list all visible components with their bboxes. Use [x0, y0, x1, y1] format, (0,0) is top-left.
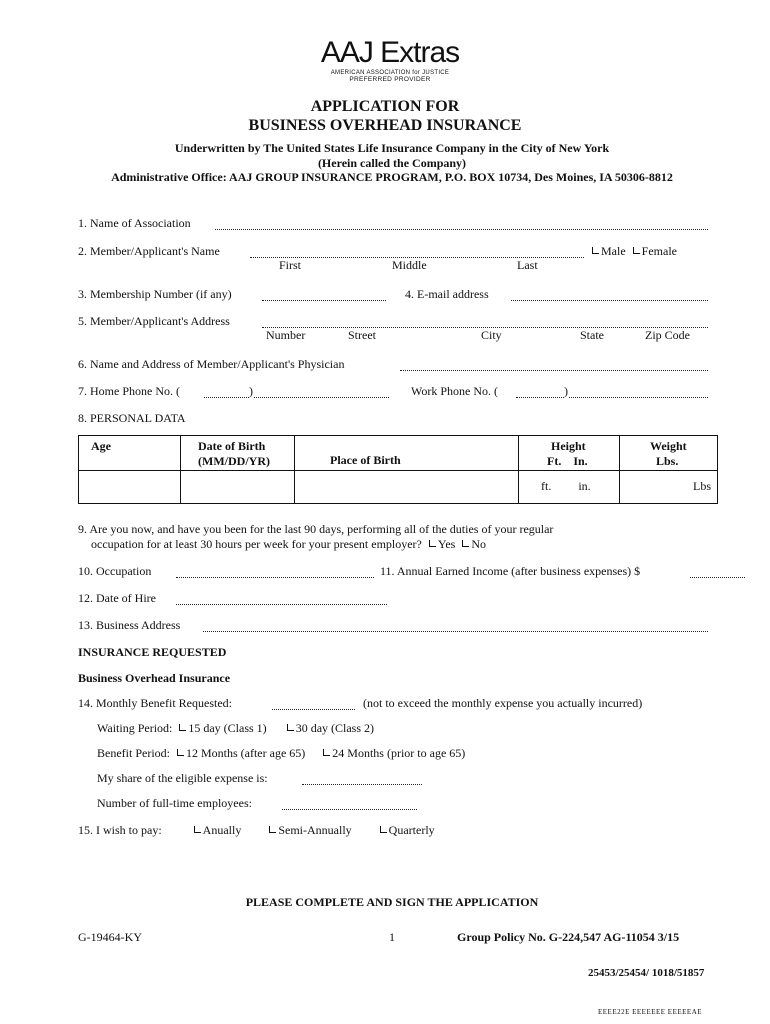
q9-line1: 9. Are you now, and have you been for the last 90 days, performing all of the duties of your regular	[78, 522, 554, 536]
logo-provider: PREFERRED PROVIDER	[349, 76, 431, 83]
occupation-field[interactable]	[176, 565, 374, 578]
waiting-period-label: Waiting Period:	[97, 721, 173, 735]
pay-annually-checkbox[interactable]	[194, 826, 201, 833]
pay-semiannually-label: Semi-Annually	[278, 823, 352, 837]
age-header: Age	[79, 436, 181, 471]
insurance-requested-heading: INSURANCE REQUESTED	[78, 645, 227, 659]
pay-semiannually-checkbox[interactable]	[269, 826, 276, 833]
address-street-caption: Street	[348, 328, 376, 342]
annual-income-field[interactable]	[690, 565, 745, 578]
q3-label: 3. Membership Number (if any)	[78, 287, 232, 301]
association-name-field[interactable]	[215, 217, 708, 230]
share-field[interactable]	[302, 772, 422, 785]
address-field[interactable]	[262, 315, 708, 328]
personal-data-table	[78, 435, 718, 504]
age-cell[interactable]	[79, 471, 181, 504]
logo-tagline: AMERICAN ASSOCIATION for JUSTICE	[330, 70, 450, 76]
q14-label: 14. Monthly Benefit Requested:	[78, 696, 232, 710]
address-state-caption: State	[580, 328, 604, 342]
pay-quarterly-label: Quarterly	[388, 823, 435, 837]
form-title-line1: APPLICATION FOR	[310, 98, 460, 115]
home-phone-field[interactable]	[254, 385, 389, 398]
weight-cell[interactable]: Lbs	[620, 471, 718, 504]
employees-field[interactable]	[282, 797, 417, 810]
form-number: G-19464-KY	[78, 930, 142, 944]
business-overhead-heading: Business Overhead Insurance	[78, 671, 231, 685]
q9-line2-text: occupation for at least 30 hours per week for your present employer?	[91, 537, 422, 551]
complete-and-sign-notice: PLEASE COMPLETE AND SIGN THE APPLICATION	[245, 895, 539, 909]
q9-no-checkbox[interactable]	[462, 540, 469, 547]
herein-line: (Herein called the Company)	[317, 156, 467, 170]
place-of-birth-header: Place of Birth	[295, 436, 519, 471]
male-label: Male	[601, 244, 626, 258]
logo-wordmark: AAJ Extras	[320, 36, 460, 69]
monthly-benefit-field[interactable]	[272, 697, 355, 710]
pay-annually-label: Anually	[202, 823, 242, 837]
q15-row	[78, 823, 435, 838]
benefit-12-checkbox[interactable]	[177, 749, 184, 756]
dob-header: Date of Birth (MM/DD/YR)	[181, 436, 295, 471]
benefit-12-label: 12 Months (after age 65)	[185, 746, 306, 760]
page-number: 1	[389, 930, 395, 944]
work-paren-close: )	[564, 384, 568, 398]
name-middle-caption: Middle	[392, 258, 427, 272]
membership-number-field[interactable]	[262, 288, 386, 301]
name-first-caption: First	[279, 258, 302, 272]
q9-no-label: No	[471, 537, 487, 551]
email-field[interactable]	[511, 288, 708, 301]
name-last-caption: Last	[517, 258, 538, 272]
work-phone-field[interactable]	[569, 385, 708, 398]
q15-label: 15. I wish to pay:	[78, 823, 162, 837]
employees-label: Number of full-time employees:	[97, 796, 252, 810]
q1-label: 1. Name of Association	[78, 216, 191, 230]
dob-cell[interactable]	[181, 471, 295, 504]
work-area-code-field[interactable]	[516, 385, 564, 398]
q8-label: 8. PERSONAL DATA	[78, 411, 186, 425]
height-header: Height Ft. In.	[519, 436, 620, 471]
benefit-period-label: Benefit Period:	[97, 746, 170, 760]
height-cell[interactable]: ft. in.	[519, 471, 620, 504]
barcode-text: EEEE22E EEEEEEE EEEEEAE	[598, 1008, 703, 1016]
waiting-30-label: 30 day (Class 2)	[295, 721, 375, 735]
q9-yes-label: Yes	[437, 537, 456, 551]
aaj-extras-logo	[310, 36, 470, 83]
gender-options	[588, 244, 677, 259]
share-label: My share of the eligible expense is:	[97, 771, 268, 785]
q10-label: 10. Occupation	[78, 564, 152, 578]
q2-label: 2. Member/Applicant's Name	[78, 244, 220, 258]
benefit-period-row	[97, 746, 465, 761]
male-checkbox[interactable]	[592, 247, 599, 254]
female-label: Female	[641, 244, 677, 258]
q7-home-label: 7. Home Phone No. (	[78, 384, 180, 398]
q12-label: 12. Date of Hire	[78, 591, 156, 605]
q5-label: 5. Member/Applicant's Address	[78, 314, 230, 328]
address-number-caption: Number	[266, 328, 306, 342]
q9-line2	[91, 537, 486, 552]
q11-label: 11. Annual Earned Income (after business expenses) $	[380, 564, 641, 578]
waiting-period-row	[97, 721, 374, 736]
waiting-30-checkbox[interactable]	[287, 724, 294, 731]
q14-note: (not to exceed the monthly expense you actually incurred)	[363, 696, 643, 710]
home-paren-close: )	[249, 384, 253, 398]
waiting-15-checkbox[interactable]	[179, 724, 186, 731]
benefit-24-checkbox[interactable]	[323, 749, 330, 756]
admin-office-line: Administrative Office: AAJ GROUP INSURANCE PROGRAM, P.O. BOX 10734, Des Moines, IA 50306-8812	[111, 170, 673, 184]
q13-label: 13. Business Address	[78, 618, 181, 632]
pay-quarterly-checkbox[interactable]	[380, 826, 387, 833]
business-address-field[interactable]	[203, 619, 708, 632]
home-area-code-field[interactable]	[204, 385, 249, 398]
applicant-name-field[interactable]	[250, 245, 584, 258]
q6-label: 6. Name and Address of Member/Applicant's Physician	[78, 357, 345, 371]
physician-field[interactable]	[400, 358, 708, 371]
address-city-caption: City	[481, 328, 502, 342]
group-policy-number: Group Policy No. G-224,547 AG-11054 3/15	[457, 930, 680, 944]
address-zip-caption: Zip Code	[645, 328, 690, 342]
place-of-birth-cell[interactable]	[295, 471, 519, 504]
form-codes: 25453/25454/ 1018/51857	[588, 967, 705, 979]
waiting-15-label: 15 day (Class 1)	[188, 721, 267, 735]
benefit-24-label: 24 Months (prior to age 65)	[332, 746, 466, 760]
weight-header: Weight Lbs.	[620, 436, 718, 471]
form-title-line2: BUSINESS OVERHEAD INSURANCE	[248, 117, 522, 134]
q7-work-label: Work Phone No. (	[411, 384, 499, 398]
date-of-hire-field[interactable]	[176, 592, 387, 605]
q4-label: 4. E-mail address	[405, 287, 489, 301]
female-checkbox[interactable]	[633, 247, 640, 254]
q9-yes-checkbox[interactable]	[429, 540, 436, 547]
underwriter-line: Underwritten by The United States Life Insurance Company in the City of New York	[174, 141, 610, 155]
